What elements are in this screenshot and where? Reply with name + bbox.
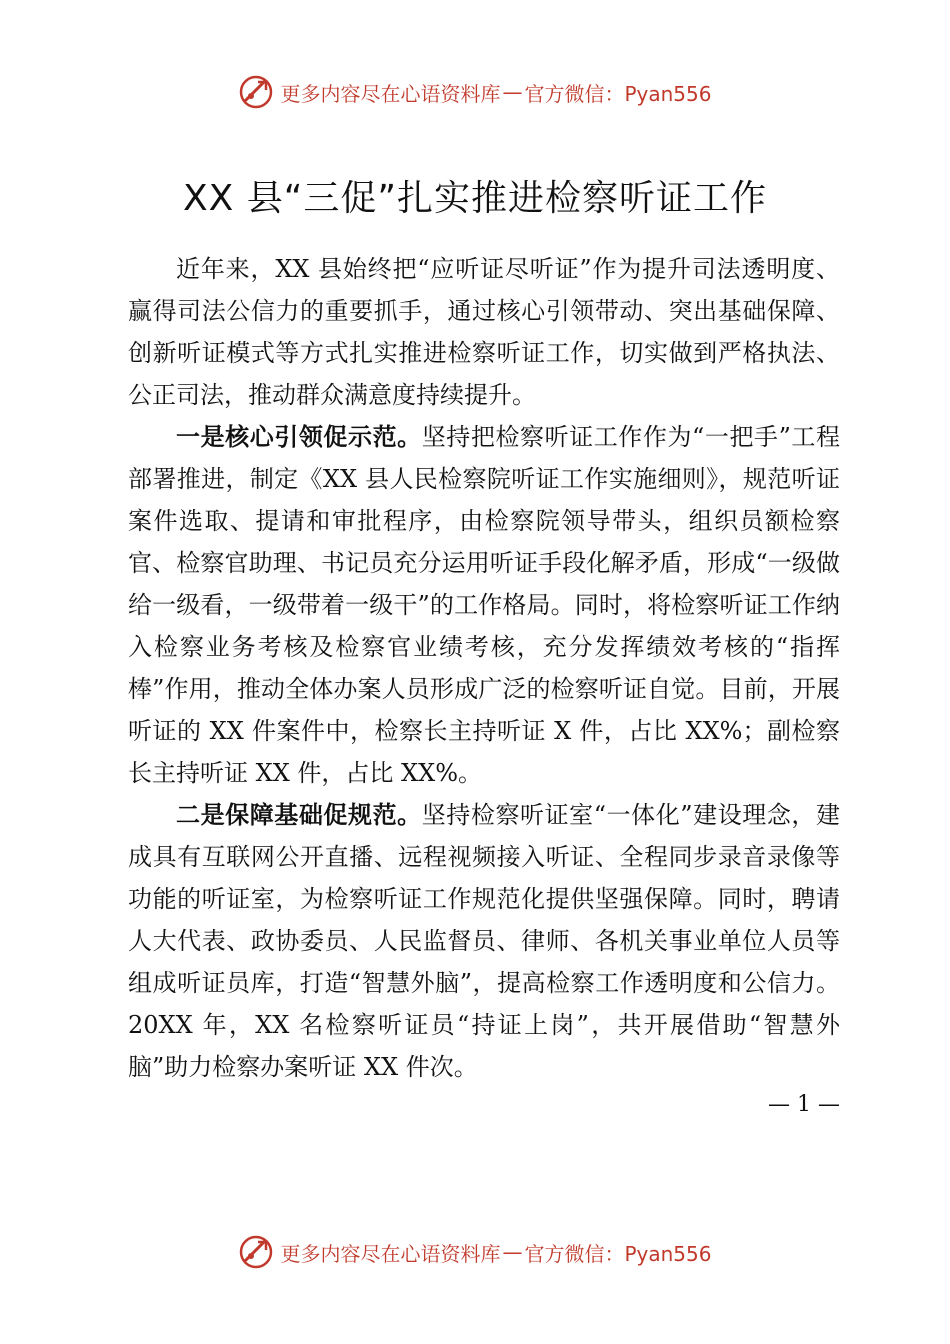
watermark-logo-icon <box>238 1234 274 1270</box>
watermark-logo-icon <box>238 74 274 110</box>
section-body-2: 坚持检察听证室“一体化”建设理念，建成具有互联网公开直播、远程视频接入听证、全程同步录音录像等功能的听证室，为检察听证工作规范化提供坚强保障。同时，聘请人大代表、政协委员、人民监督员、律师、各机关事业单位人员等组成听证员库，打造“智慧外脑”，提高检察工作透明度和公信力。20XX 年，XX 名检察听证员“持证上岗”，共开展借助“智慧外脑”助力检察办案听证 XX 件次。 <box>128 801 841 1081</box>
intro-paragraph: 近年来，XX 县始终把“应听证尽听证”作为提升司法透明度、赢得司法公信力的重要抓手，通过核心引领带动、突出基础保障、创新听证模式等方式扎实推进检察听证工作，切实做到严格执法、公正司法，推动群众满意度持续提升。 <box>128 255 840 409</box>
section-paragraph-2 <box>128 794 840 1088</box>
watermark-separator: — <box>502 80 523 104</box>
watermark-banner-top <box>0 72 950 112</box>
document-title: XX 县“三促”扎实推进检察听证工作 <box>182 178 768 219</box>
section-lead-1: 一是核心引领促示范。 <box>176 423 422 451</box>
section-paragraph-1 <box>128 416 840 794</box>
section-body-1: 坚持把检察听证工作作为“一把手”工程部署推进，制定《XX 县人民检察院听证工作实施细则》，规范听证案件选取、提请和审批程序，由检察院领导带头，组织员额检察官、检察官助理、书记员充分运用听证手段化解矛盾，形成“一级做给一级看，一级带着一级干”的工作格局。同时，将检察听证工作纳入检察业务考核及检察官业绩考核，充分发挥绩效考核的“指挥棒”作用，推动全体办案人员形成广泛的检察听证自觉。目前，开展听证的 XX 件案件中，检察长主持听证 X 件，占比 XX%；副检察长主持听证 XX 件，占比 XX%。 <box>128 423 841 787</box>
watermark-banner-bottom <box>0 1232 950 1272</box>
watermark-suffix: 官方微信：Pyan556 <box>524 1241 712 1266</box>
watermark-separator: — <box>502 1240 523 1264</box>
document-body <box>128 248 840 1088</box>
watermark-suffix: 官方微信：Pyan556 <box>524 81 712 106</box>
section-lead-2: 二是保障基础促规范。 <box>176 801 422 829</box>
page-number: — 1 — <box>768 1092 840 1117</box>
watermark-text: 更多内容尽在心语资料库 <box>280 81 501 106</box>
watermark-text: 更多内容尽在心语资料库 <box>280 1241 501 1266</box>
